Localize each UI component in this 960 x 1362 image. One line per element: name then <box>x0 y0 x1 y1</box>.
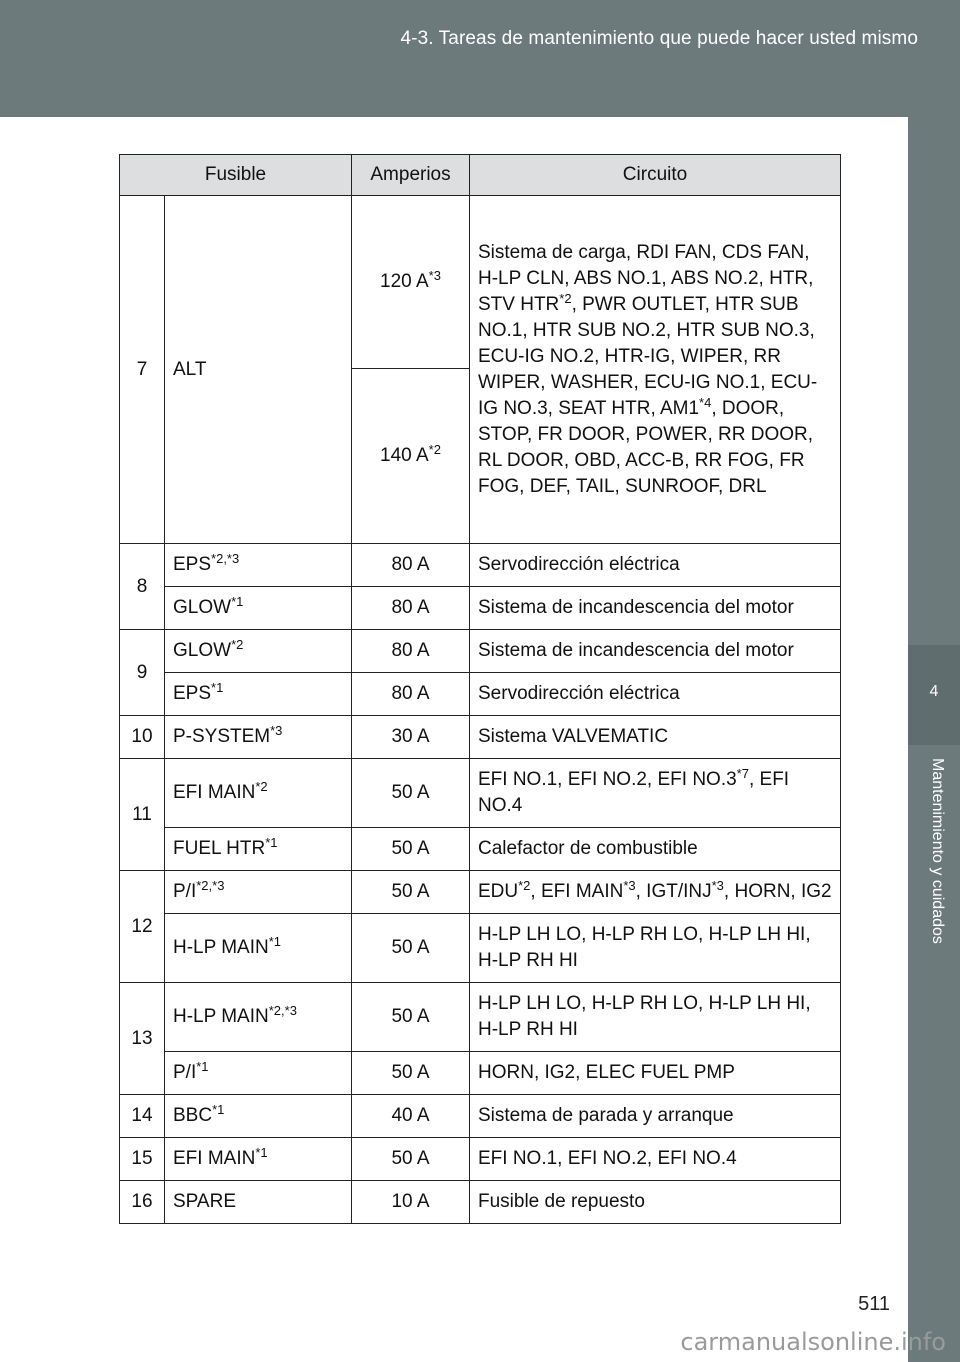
fuse-amperage: 140 $A^{*2}$ <box>352 369 470 544</box>
fuse-number: 15 <box>120 1138 165 1181</box>
fuse-circuit: Sistema VALVEMATIC <box>470 716 841 759</box>
fuse-name: SPARE <box>165 1181 352 1224</box>
header-circuito: Circuito <box>470 155 841 196</box>
fuse-amperage: 10 A <box>352 1181 470 1224</box>
table-row <box>120 871 841 914</box>
table-row <box>120 587 841 630</box>
fuse-circuit: EFI NO.1, EFI NO.2, EFI NO.4 <box>470 1138 841 1181</box>
fuse-circuit: H-LP LH LO, H-LP RH LO, H-LP LH HI, H-LP RH HI <box>470 914 841 983</box>
page-number: 511 <box>858 1293 890 1315</box>
fuse-name: P-SYSTEM$^{*3}$ <box>165 716 352 759</box>
table-row <box>120 914 841 983</box>
fuse-circuit: H-LP LH LO, H-LP RH LO, H-LP LH HI, H-LP RH HI <box>470 983 841 1052</box>
fuse-amperage: 50 A <box>352 828 470 871</box>
fuse-name: $P/I^{*1}$ <box>165 1052 352 1095</box>
table-row <box>120 1052 841 1095</box>
side-bar-top <box>908 117 960 645</box>
header-fusible: Fusible <box>120 155 352 196</box>
fuse-amperage: 50 A <box>352 1138 470 1181</box>
fuse-circuit: Fusible de repuesto <box>470 1181 841 1224</box>
table-row <box>120 1181 841 1224</box>
fuse-name: EFI MAIN$^{*1}$ <box>165 1138 352 1181</box>
fuse-name: H-LP MAIN$^{*1}$ <box>165 914 352 983</box>
chapter-tab[interactable] <box>908 645 960 745</box>
fuse-name: GLOW$^{*2}$ <box>165 630 352 673</box>
fuse-amperage: 120 $A^{*3}$ <box>352 196 470 369</box>
fuse-name: BBC$^{*1}$ <box>165 1095 352 1138</box>
fuse-amperage: 50 A <box>352 983 470 1052</box>
table-row <box>120 196 841 369</box>
fuse-circuit: Calefactor de combustible <box>470 828 841 871</box>
fuse-number: 14 <box>120 1095 165 1138</box>
fuse-name: ALT <box>165 196 352 544</box>
chapter-number: 4 <box>929 683 939 700</box>
fuse-amperage: 80 A <box>352 673 470 716</box>
fuse-circuit: Sistema de incandescencia del motor <box>470 587 841 630</box>
chapter-label: Mantenimiento y cuidados <box>929 758 946 944</box>
table-row <box>120 1095 841 1138</box>
fuse-name: $P/I^{*2,*3}$ <box>165 871 352 914</box>
fuse-amperage: 80 A <box>352 587 470 630</box>
fuse-circuit: HORN, IG2, ELEC FUEL PMP <box>470 1052 841 1095</box>
fuse-amperage: 50 A <box>352 871 470 914</box>
header-amperios: Amperios <box>352 155 470 196</box>
fuse-number: 12 <box>120 871 165 983</box>
fuse-circuit: Sistema de incandescencia del motor <box>470 630 841 673</box>
table-row <box>120 828 841 871</box>
fuse-amperage: 50 A <box>352 1052 470 1095</box>
fuse-circuit: Sistema de carga, RDI FAN, CDS FAN, H-LP CLN, ABS NO.1, ABS NO.2, HTR, STV HTR$^{*2}$, PWR OUTLET, HTR SUB NO.1, HTR SUB NO.2, HTR SUB NO.3, ECU-IG NO.2, HTR-IG, WIPER, RR WIPER, WASHER, ECU-IG NO.1, ECU-IG NO.3, SEAT HTR, AM1$^{*4}$, DOOR, STOP, FR DOOR, POWER, RR DOOR, RL DOOR, OBD, ACC-B, RR FOG, FR FOG, DEF, TAIL, SUNROOF, DRL <box>470 196 841 544</box>
table-header-row <box>120 155 841 196</box>
fuse-number: 10 <box>120 716 165 759</box>
fuse-name: H-LP $MAIN^{*2,*3}$ <box>165 983 352 1052</box>
fuse-number: 9 <box>120 630 165 716</box>
table-row <box>120 1138 841 1181</box>
fuse-number: 7 <box>120 196 165 544</box>
fuse-amperage: 80 A <box>352 544 470 587</box>
page-header <box>0 0 960 117</box>
fuse-name: EPS$^{*1}$ <box>165 673 352 716</box>
fuse-name: FUEL HTR$^{*1}$ <box>165 828 352 871</box>
fuse-amperage: 50 A <box>352 759 470 828</box>
fuse-name: GLOW$^{*1}$ <box>165 587 352 630</box>
fuse-number: 16 <box>120 1181 165 1224</box>
table-row <box>120 983 841 1052</box>
table-row <box>120 759 841 828</box>
fuse-number: 13 <box>120 983 165 1095</box>
watermark: carmanualsonline.info <box>680 1328 946 1356</box>
fuse-circuit: EFI NO.1, EFI NO.2, EFI NO.3$^{*7}$, EFI NO.4 <box>470 759 841 828</box>
fuse-amperage: 50 A <box>352 914 470 983</box>
section-title: 4-3. Tareas de mantenimiento que puede hacer usted mismo <box>400 28 918 49</box>
table-row <box>120 716 841 759</box>
table-row <box>120 544 841 587</box>
fuse-name: EFI MAIN$^{*2}$ <box>165 759 352 828</box>
fuse-circuit: EDU$^{*2}$, EFI MAIN$^{*3}$, IGT/INJ$^{*3}$, HORN, IG2 <box>470 871 841 914</box>
table-row <box>120 630 841 673</box>
fuse-circuit: Sistema de parada y arranque <box>470 1095 841 1138</box>
fuse-table <box>119 154 841 1224</box>
fuse-circuit: Servodirección eléctrica <box>470 673 841 716</box>
table-row <box>120 673 841 716</box>
fuse-circuit: Servodirección eléctrica <box>470 544 841 587</box>
fuse-number: 11 <box>120 759 165 871</box>
fuse-amperage: 40 A <box>352 1095 470 1138</box>
fuse-name: $EPS^{*2,*3}$ <box>165 544 352 587</box>
fuse-amperage: 30 A <box>352 716 470 759</box>
fuse-number: 8 <box>120 544 165 630</box>
fuse-amperage: 80 A <box>352 630 470 673</box>
